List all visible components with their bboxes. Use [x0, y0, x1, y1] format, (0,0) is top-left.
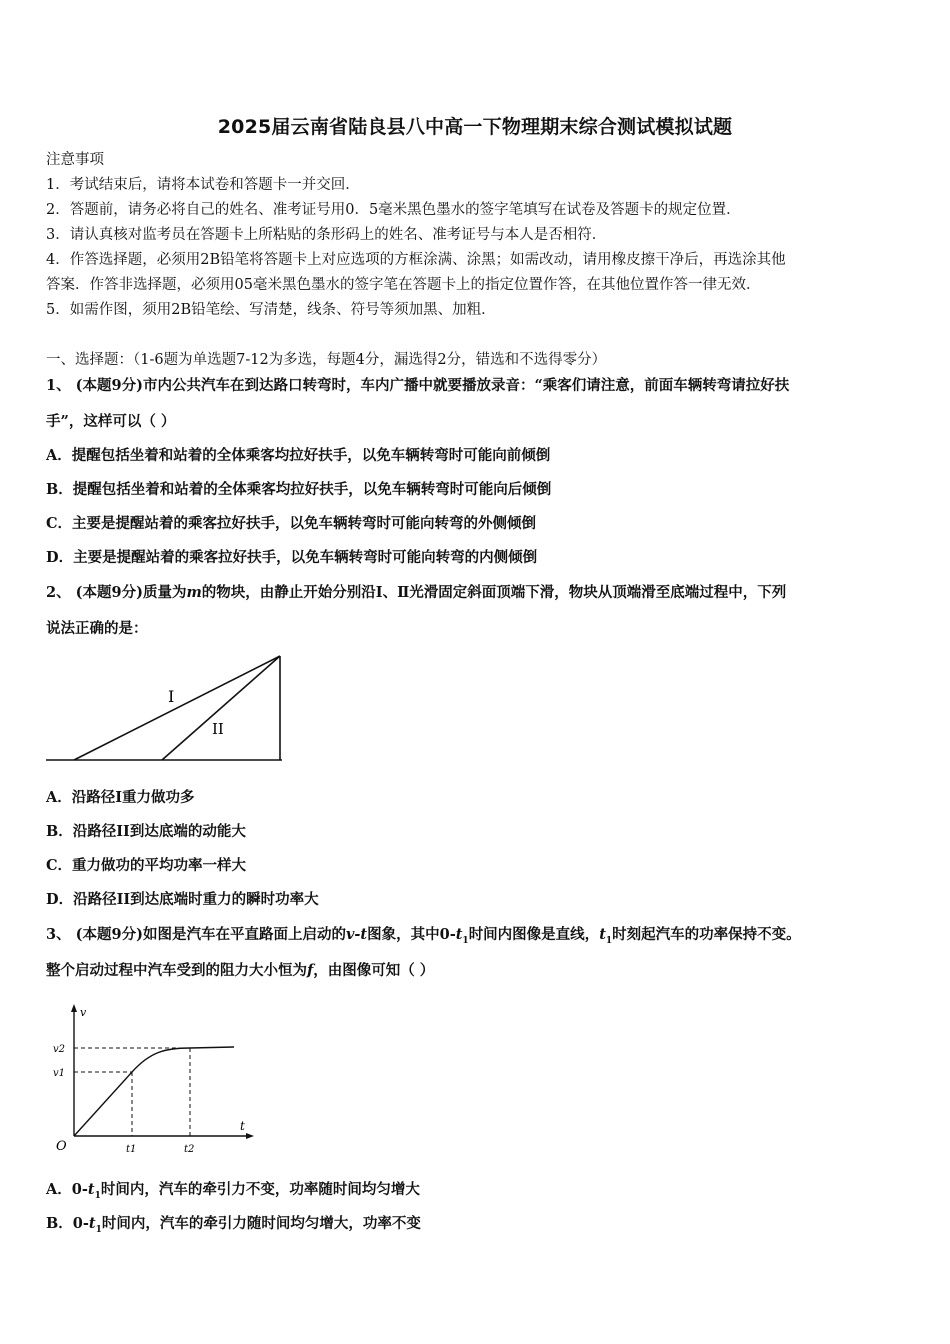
path-1-label: I [168, 687, 175, 706]
q3-var-t1: t [455, 926, 463, 943]
q3-opt-a-sub: 1 [94, 1190, 101, 1201]
q3-text-c: 时间内图像是直线， [468, 926, 600, 943]
q3-opt-b-prefix: B．0- [46, 1215, 89, 1232]
q3-opt-a-prefix: A．0- [46, 1181, 88, 1198]
v-axis-label: v [80, 1006, 87, 1019]
q3-text-a: 3、 (本题9分)如图是汽车在平直路面上启动的 [46, 926, 346, 943]
question-1-option-d: D．主要是提醒站着的乘客拉好扶手，以免车辆转弯时可能向转弯的内侧倾倒 [46, 549, 538, 566]
question-2-option-b: B．沿路径II到达底端的动能大 [46, 823, 246, 840]
origin-label: O [56, 1139, 67, 1154]
q3-var-t1-b: t [599, 926, 606, 943]
q2-text-pre: 2、 (本题9分)质量为 [46, 584, 187, 601]
t-axis-arrow-icon [246, 1133, 254, 1139]
t1-tick-label: t1 [126, 1144, 137, 1155]
question-1-stem: 1、 (本题9分)市内公共汽车在到达路口转弯时，车内广播中就要播放录音：“乘客们请注意，前面车辆转弯请拉好扶 [46, 377, 790, 394]
q3-var-f: f [307, 962, 314, 979]
t2-tick-label: t2 [184, 1144, 195, 1155]
curve-segment [132, 1048, 190, 1072]
question-3-stem [46, 925, 801, 951]
question-2-option-c: C．重力做功的平均功率一样大 [46, 857, 247, 874]
q3-text-e: 整个启动过程中汽车受到的阻力大小恒为 [46, 962, 307, 979]
question-3-stem-cont [46, 961, 434, 981]
incline-figure [44, 652, 286, 766]
question-2-stem-cont: 说法正确的是： [46, 620, 148, 637]
linear-segment [74, 1072, 132, 1136]
question-3-option-a [46, 1180, 420, 1206]
notice-item: 4．作答选择题，必须用2B铅笔将答题卡上对应选项的方框涂满、涂黑；如需改动，请用橡皮擦干净后，再选涂其他 [46, 252, 786, 268]
q3-opt-a-t: t [87, 1181, 95, 1198]
question-1-stem-cont: 手”，这样可以（ ） [46, 413, 176, 430]
notice-item: 2．答题前，请务必将自己的姓名、准考证号用0．5毫米黑色墨水的签字笔填写在试卷及答题卡的规定位置． [46, 202, 741, 218]
q3-opt-a-rest: 时间内，汽车的牵引力不变，功率随时间均匀增大 [100, 1181, 420, 1198]
question-1-option-c: C．主要是提醒站着的乘客拉好扶手，以免车辆转弯时可能向转弯的外侧倾倒 [46, 515, 537, 532]
notice-item: 5．如需作图，须用2B铅笔绘、写清楚，线条、符号等须加黑、加粗． [46, 302, 496, 318]
q3-text-f: ，由图像可知（ ） [313, 962, 435, 979]
page-title: 2025届云南省陆良县八中高一下物理期末综合测试模拟试题 [217, 116, 733, 138]
q3-sub-1: 1 [462, 935, 469, 946]
v-axis-arrow-icon [71, 1004, 77, 1012]
path-2-label: II [212, 720, 224, 738]
q3-opt-b-sub: 1 [95, 1224, 102, 1235]
q3-var-vt: v-t [345, 926, 368, 943]
question-1-option-b: B．提醒包括坐着和站着的全体乘客均拉好扶手，以免车辆转弯时可能向后倾倒 [46, 481, 552, 498]
question-2-option-a: A．沿路径Ⅰ重力做功多 [46, 789, 195, 806]
question-3-option-b [46, 1214, 421, 1240]
v1-tick-label: v1 [53, 1068, 66, 1079]
notice-item: 答案．作答非选择题，必须用05毫米黑色墨水的签字笔在答题卡上的指定位置作答，在其他位置作答一律无效． [46, 277, 761, 293]
q2-var-m: m [186, 584, 202, 601]
incline-path-2 [162, 656, 280, 760]
section-heading: 一、选择题：（1-6题为单选题7-12为多选，每题4分，漏选得2分，错选和不选得零分） [46, 352, 607, 368]
q2-text-post: 的物块，由静止开始分别沿Ⅰ、Ⅱ光滑固定斜面顶端下滑，物块从顶端滑至底端过程中，下列 [201, 584, 787, 601]
q3-text-d: 时刻起汽车的功率保持不变。 [612, 926, 801, 943]
q3-text-b: 图象，其中0- [367, 926, 456, 943]
vt-graph [50, 1002, 260, 1162]
question-2-stem [46, 583, 786, 603]
q3-opt-b-rest: 时间内，汽车的牵引力随时间均匀增大，功率不变 [101, 1215, 421, 1232]
q3-opt-b-t: t [88, 1215, 96, 1232]
notice-item: 3．请认真核对监考员在答题卡上所粘贴的条形码上的姓名、准考证号与本人是否相符． [46, 227, 607, 243]
question-2-option-d: D．沿路径II到达底端时重力的瞬时功率大 [46, 891, 319, 908]
incline-path-1 [74, 656, 280, 760]
notice-item: 1．考试结束后，请将本试卷和答题卡一并交回． [46, 177, 360, 193]
question-1-option-a: A．提醒包括坐着和站着的全体乘客均拉好扶手，以免车辆转弯时可能向前倾倒 [46, 447, 551, 464]
q3-sub-1-b: 1 [605, 935, 613, 946]
t-axis-label: t [240, 1119, 245, 1133]
constant-segment [190, 1047, 234, 1048]
notice-heading: 注意事项 [46, 152, 104, 168]
v2-tick-label: v2 [53, 1044, 66, 1055]
